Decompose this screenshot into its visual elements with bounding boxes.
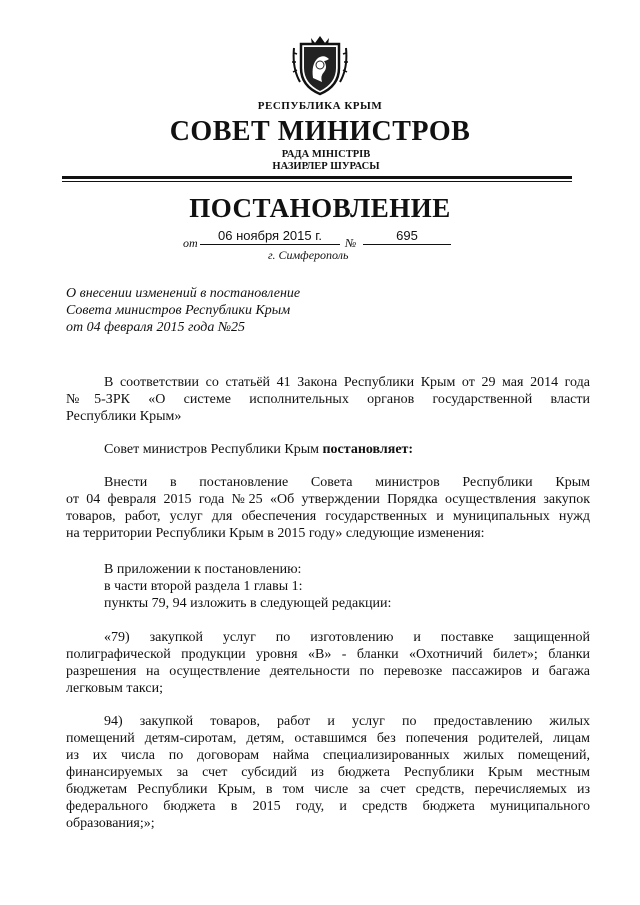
text-line: финансируемых за счет субсидий из бюджета Республики Крым местным bbox=[66, 765, 590, 780]
subject-line: О внесении изменений в постановление bbox=[66, 286, 301, 301]
subject-line: Совета министров Республики Крым bbox=[66, 303, 291, 318]
instruction-line: в части второй раздела 1 главы 1: bbox=[104, 579, 303, 594]
subject-line: от 04 февраля 2015 года №25 bbox=[66, 320, 246, 335]
text-line: В соответствии со статьёй 41 Закона Республики Крым от 29 мая 2014 года bbox=[104, 375, 590, 390]
document-type: ПОСТАНОВЛЕНИЕ bbox=[189, 193, 451, 223]
text-line: федерального бюджета в 2015 году, и средств бюджета муниципального bbox=[66, 799, 590, 814]
item-94-paragraph bbox=[66, 713, 590, 832]
text-line: №5-ЗРК «О системе исполнительных органов государственной власти bbox=[66, 392, 590, 407]
amendment-paragraph bbox=[66, 474, 590, 542]
council-title-crimean-tatar: НАЗИРЛЕР ШУРАСЫ bbox=[272, 161, 380, 172]
header-divider-thin bbox=[62, 181, 572, 182]
text-line: на территории Республики Крым в 2015 году» следующие изменения: bbox=[66, 526, 485, 541]
text-line: Внести в постановление Совета министров Республики Крым bbox=[104, 475, 590, 490]
resolution-subject: Совет министров Республики Крым bbox=[104, 442, 319, 457]
document-number: 695 bbox=[363, 228, 451, 245]
number-sign: № bbox=[345, 236, 357, 250]
legal-basis-paragraph bbox=[66, 374, 590, 425]
header-divider-thick bbox=[62, 176, 572, 179]
text-line: полиграфической продукции уровня «В» - бланки «Охотничий билет»; бланки bbox=[66, 647, 590, 662]
instruction-line: пункты 79, 94 изложить в следующей редакции: bbox=[104, 596, 392, 611]
text-line: разрешения на осуществление деятельности по перевозке пассажиров и багажа bbox=[66, 664, 590, 679]
text-line: товаров, работ, услуг для обеспечения государственных и муниципальных нужд bbox=[66, 509, 590, 524]
document-subject bbox=[66, 285, 300, 336]
item-79-paragraph bbox=[66, 629, 590, 697]
amendment-instructions bbox=[104, 561, 391, 612]
council-title-ukrainian: РАДА МІНІСТРІВ bbox=[281, 149, 371, 160]
text-line: от 04 февраля 2015 года №25 «Об утверждении Порядка осуществления закупок bbox=[66, 492, 590, 507]
text-line: легковым такси; bbox=[66, 681, 163, 696]
text-line: помещений детям-сиротам, детям, оставшимся без попечения родителей, лицам bbox=[66, 731, 590, 746]
document-city: г. Симферополь bbox=[268, 248, 349, 262]
text-line: из их числа по договорам найма специализированных жилых помещений, bbox=[66, 748, 590, 763]
crimea-coat-of-arms-icon bbox=[291, 34, 349, 96]
text-line: бюджетам Республики Крым, в том числе за счет средств, перечисляемых из bbox=[66, 782, 590, 797]
republic-name: РЕСПУБЛИКА КРЫМ bbox=[257, 100, 383, 112]
document-date: 06 ноября 2015 г. bbox=[200, 228, 340, 245]
instruction-line: В приложении к постановлению: bbox=[104, 562, 302, 577]
text-line: «79) закупкой услуг по изготовлению и поставке защищенной bbox=[104, 630, 590, 645]
resolution-verb: постановляет: bbox=[322, 442, 414, 457]
text-line: образования;»; bbox=[66, 816, 155, 831]
date-prefix: от bbox=[183, 236, 198, 250]
text-line: 94) закупкой товаров, работ и услуг по предоставлению жилых bbox=[104, 714, 590, 729]
council-title: СОВЕТ МИНИСТРОВ bbox=[169, 116, 471, 147]
resolution-clause bbox=[104, 441, 628, 458]
text-line: Республики Крым» bbox=[66, 409, 182, 424]
